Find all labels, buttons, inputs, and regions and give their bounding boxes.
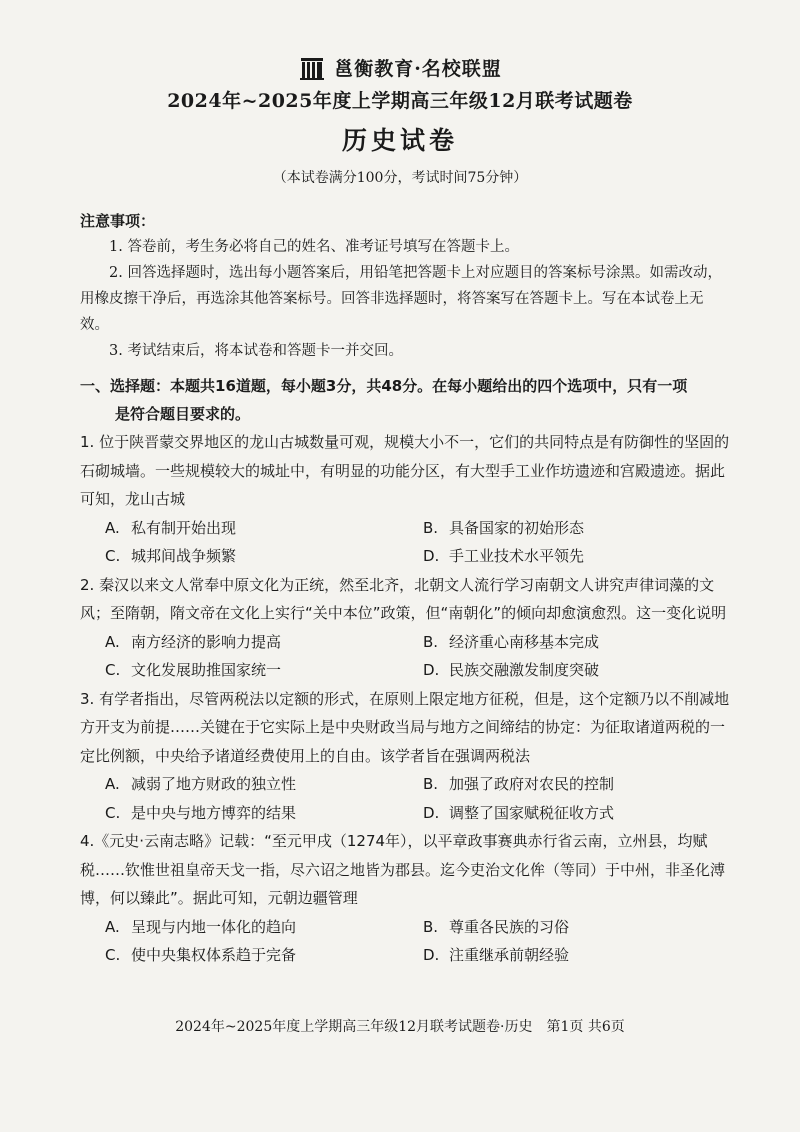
question-stem: 2. 秦汉以来文人常奉中原文化为正统，然至北齐，北朝文人流行学习南朝文人讲究声律词藻的文风；至隋朝，隋文帝在文化上实行“关中本位”政策，但“南朝化”的倾向却愈演愈烈。这一变化说明 (80, 575, 727, 622)
option-d[interactable]: D. 调整了国家赋税征收方式 (423, 803, 615, 822)
question-1 (80, 428, 735, 571)
option-a[interactable]: A. 减弱了地方财政的独立性 (105, 775, 297, 793)
notice-item: 2. 回答选择题时，选出每小题答案后，用铅笔把答题卡上对应题目的答案标号涂黑。如需改动，用橡皮擦干净后，再选涂其他答案标号。回答非选择题时，将答案写在答题卡上。写在本试卷上无效。 (80, 265, 722, 333)
option-grid (80, 628, 735, 685)
exam-meta: （本试卷满分100分，考试时间75分钟） (272, 170, 528, 186)
notice-title: 注意事项： (80, 212, 156, 230)
option-b[interactable]: B. 经济重心南移基本完成 (423, 632, 600, 651)
option-d[interactable]: D. 民族交融激发制度突破 (423, 661, 600, 679)
option-c[interactable]: C. 文化发展助推国家统一 (105, 661, 282, 679)
alliance-logo-icon (298, 53, 326, 81)
exam-title: 2024年~2025年度上学期高三年级12月联考试题卷 (167, 90, 633, 112)
option-d[interactable]: D. 手工业技术水平领先 (423, 547, 585, 565)
notice-item: 1. 答卷前，考生务必将自己的姓名、准考证号填写在答题卡上。 (109, 239, 519, 255)
question-stem: 4.《元史·云南志略》记载：“至元甲戌（1274年），以平章政事赛典赤行省云南，立州县，均赋税……钦惟世祖皇帝天戈一指，尽六诏之地皆为郡县。迄今吏治文化侔（等同）于中州，非圣化溥博，何以臻此”。据此可知，元朝边疆管理 (80, 832, 726, 907)
option-b[interactable]: B. 尊重各民族的习俗 (423, 917, 570, 936)
subject-title: 历史试卷 (341, 126, 458, 155)
option-a[interactable]: A. 私有制开始出现 (105, 518, 237, 537)
question-3 (80, 685, 735, 828)
option-a[interactable]: A. 呈现与内地一体化的趋向 (105, 917, 297, 936)
question-list (80, 428, 735, 970)
brand-name: 邕衡教育·名校联盟 (334, 57, 502, 80)
notice-block (80, 208, 730, 364)
option-grid (80, 514, 735, 571)
option-a[interactable]: A. 南方经济的影响力提高 (105, 632, 282, 651)
option-grid (80, 770, 735, 827)
page-footer: 2024年~2025年度上学期高三年级12月联考试题卷·历史 第1页 共6页 (175, 1019, 625, 1035)
option-c[interactable]: C. 使中央集权体系趋于完备 (105, 946, 297, 964)
option-b[interactable]: B. 具备国家的初始形态 (423, 518, 585, 537)
option-b[interactable]: B. 加强了政府对农民的控制 (423, 775, 615, 793)
option-grid (80, 913, 735, 970)
question-2 (80, 571, 735, 685)
option-c[interactable]: C. 城邦间战争频繁 (105, 547, 237, 565)
exam-header (0, 50, 800, 187)
section-heading-line: 是符合题目要求的。 (115, 405, 251, 423)
option-d[interactable]: D. 注重继承前朝经验 (423, 946, 570, 964)
option-c[interactable]: C. 是中央与地方博弈的结果 (105, 803, 297, 822)
question-stem: 3. 有学者指出，尽管两税法以定额的形式，在原则上限定地方征税，但是，这个定额乃以不削减地方开支为前提……关键在于它实际上是中央财政当局与地方之间缔结的协定：为征取诸道两税的一定比例额，中央给予诸道经费使用上的自由。该学者旨在强调两税法 (80, 689, 730, 765)
section-heading (80, 372, 730, 428)
notice-item: 3. 考试结束后，将本试卷和答题卡一并交回。 (109, 343, 403, 359)
section-heading-line: 一、选择题：本题共16道题，每小题3分，共48分。在每小题给出的四个选项中，只有一项 (80, 377, 688, 395)
question-4 (80, 827, 735, 970)
brand-row (0, 50, 800, 84)
question-stem: 1. 位于陕晋蒙交界地区的龙山古城数量可观，规模大小不一，它们的共同特点是有防御性的坚固的石砌城墙。一些规模较大的城址中，有明显的功能分区，有大型手工业作坊遗迹和宫殿遗迹。据此可知，龙山古城 (80, 433, 730, 508)
